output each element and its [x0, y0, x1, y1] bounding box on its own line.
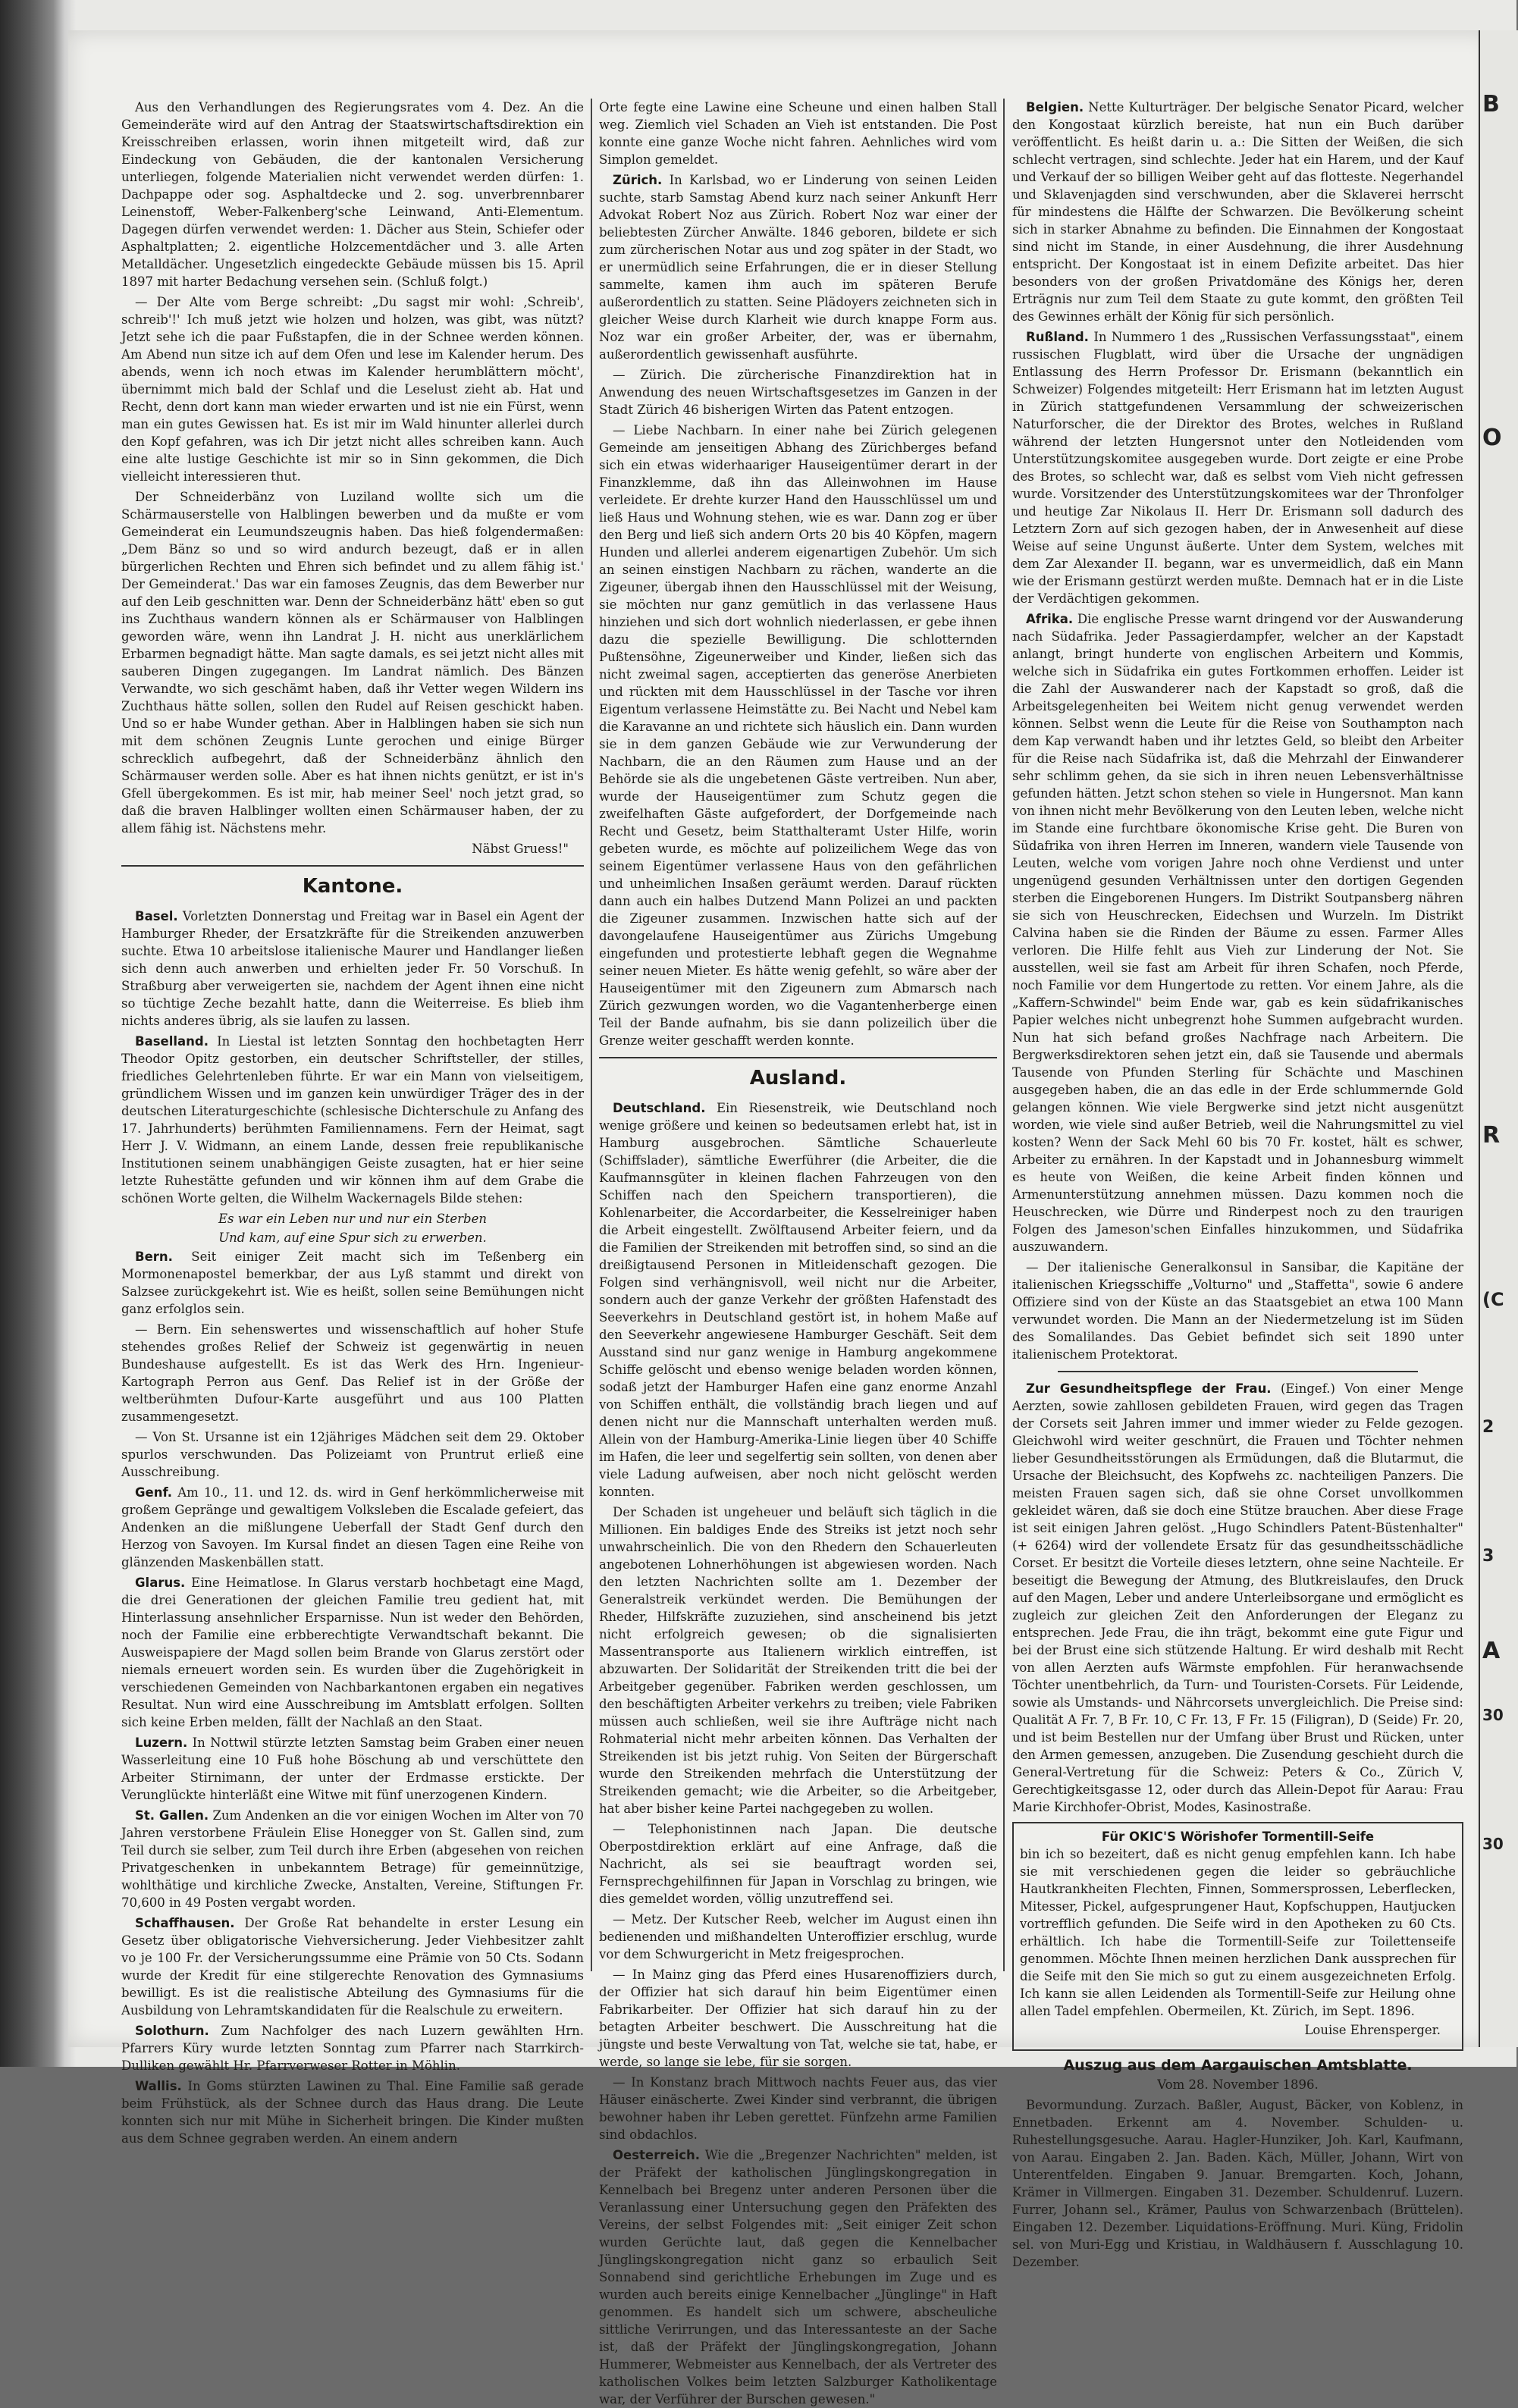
article-glarus: [121, 1574, 584, 1731]
adjacent-page-fragment: (C: [1482, 1289, 1504, 1310]
adjacent-page-fragment: O: [1482, 425, 1502, 451]
article-metz: — Metz. Der Kutscher Reeb, welcher im August einen ihn bedienenden und mißhandelten Unteroffizier erschlug, wurde vor dem Schwurgericht in Metz freigesprochen.: [599, 1912, 997, 1961]
adjacent-page-strip: [1479, 30, 1518, 2047]
dateline: Baselland.: [135, 1034, 209, 1049]
dateline: Belgien.: [1026, 100, 1084, 114]
article-zuerich-noz: [599, 171, 997, 363]
article-text: Zum Andenken an die vor einigen Wochen im Alter von 70 Jahren verstorbene Fräulein Elise Honegger von St. Gallen sind, zum Teil durch sie selber, zum Teil durch ihre Erben (abgesehen von reichen Privatgeschenken in unbekanntem Betrage) für gemeinnützige, wohlthätige und kirchliche Zwecke, Anstalten, Vereine, Stiftungen Fr. 70,600 in 49 Posten vergabt worden.: [121, 1808, 584, 1910]
adjacent-page-fragment: A: [1482, 1638, 1501, 1664]
article-text: Zum Nachfolger des nach Luzern gewählten Hrn. Pfarrers Küry wurde letzten Sonntag zum Pfarrer nach Starrkirch-Dulliken gewählt Hr. Pfarrverweser Rotter in Möhlin.: [121, 2024, 584, 2073]
article-text: Seit einiger Zeit macht sich im Teßenberg ein Mormonenapostel bemerkbar, der aus Lyß stammt und direkt von Salzsee zurückgekehrt ist. Wie es heißt, sollen seine Bemühungen nicht ganz erfolglos sein.: [121, 1249, 584, 1316]
article-zuerich-finanz: — Zürich. Die zürcherische Finanzdirektion hat in Anwendung des neuen Wirtschaftsgesetzes im Ganzen in der Stadt Zürich 46 bisherigen Wirten das Patent entzogen.: [599, 368, 997, 417]
adjacent-page-fragment: 3: [1482, 1547, 1494, 1566]
article-deutschland: [599, 1099, 997, 1500]
article-text: Am 10., 11. und 12. ds. wird in Genf herkömmlicherweise mit großem Gepränge und gewaltigem Volksleben die Escalade gefeiert, das Andenken an die mißlungene Ueberfall der Stadt Genf durch den Herzog von Savoyen. Im Kursal findet an diesen Tagen eine Reihe von glänzenden Maskenbällen statt.: [121, 1485, 584, 1569]
dateline: Bern.: [135, 1249, 173, 1264]
advert-signature: Louise Ehrensperger.: [1304, 2023, 1441, 2037]
article-italien-sansibar: — Der italienische Generalkonsul in Sansibar, die Kapitäne der italienischen Kriegsschiffe „Volturno" und „Staffetta", sowie 6 andere Offiziere sind von der Küste an das Staatsgebiet an etwa 100 Mann verwundet worden. Die Mann an der Niedermetzelung ist im Süden des Somalilandes. Das Gebiet befindet sich seit 1890 unter italienischem Protektorat.: [1012, 1260, 1463, 1362]
article-wallis: [121, 2077, 584, 2147]
article-text: Nette Kulturträger. Der belgische Senator Picard, welcher den Kongostaat kürzlich bereiste, hat nun ein Buch darüber veröffentlicht. Es heißt darin u. a.: Die Sitten der Weißen, die sich schlecht vertragen, sind schlechte. Jeder hat ein Harem, und der Kauf und Verkauf der so billigen Weiber geht auf das flotteste. Negerhandel und Sklavenjagden sind verschwunden, aber die Sklaverei herrscht für mindestens die Hälfte der Schwarzen. Die Bevölkerung scheint sich in starker Abnahme zu befinden. Die Einnahmen der Kongostaat sind nicht im Stande, in einer Ausdehnung, die ihrer Ausdehnung entspricht. Der Kongostaat ist in einem Defizite arbeitet. Das hier besonders von der großen Privatdomäne des Königs her, deren Erträgnis nur zum Teil dem Staate zu gute kommt, den größten Teil des Gewinnes erhält der König für sich persönlich.: [1012, 100, 1463, 324]
dateline: Afrika.: [1026, 612, 1074, 626]
adjacent-page-fragment: B: [1482, 91, 1500, 118]
article-regierungsrat: Aus den Verhandlungen des Regierungsrates vom 4. Dez. An die Gemeinderäte wird auf den Antrag der Staatswirtschaftsdirektion ein Kreisschreiben erlassen, worin ihnen mitgeteilt wird, daß zur Eindeckung von Gebäuden, die der kantonalen Versicherung unterliegen, folgende Materialien nicht verwendet werden dürfen: 1. Dachpappe oder sog. Asphaltdecke und 2. sog. unverbrennbarer Leinenstoff, Weber-Falkenberg'sche Leinwand, Anti-Elementum. Dagegen dürfen verwendet werden: 1. Dächer aus Stein, Schiefer oder Asphaltplatten; 2. eigentliche Holzcementdächer und 3. alle Arten Metalldächer. Ungesetzlich eingedeckte Gebäude müssen bis 15. April 1897 mit harter Bedachung versehen sein. (Schluß folgt.): [121, 100, 584, 289]
article-text: In Goms stürzten Lawinen zu Thal. Eine Familie saß gerade beim Frühstück, als der Schnee durch das Haus drang. Die Leute konnten sich nur mit Mühe in Sicherheit bringen. Die Kinder mußten aus dem Schnee gegraben werden. An einem andern: [121, 2079, 584, 2146]
article-afrika: [1012, 610, 1463, 1256]
article-basel: [121, 908, 584, 1030]
adjacent-page-fragment: 30: [1482, 1835, 1504, 1853]
article-text: In Nottwil stürzte letzten Samstag beim Graben einer neuen Wasserleitung eine 10 Fuß hohe Böschung ab und verschüttete den Arbeiter Stirnimann, der unter der Erdmasse erstickte. Der Verunglückte hinterläßt eine Witwe mit fünf unerzogenen Kindern.: [121, 1735, 585, 1802]
article-st-ursanne: — Von St. Ursanne ist ein 12jähriges Mädchen seit dem 29. Oktober spurlos verschwunden. Das Polizeiamt von Pruntrut erließ eine Ausschreibung.: [121, 1430, 584, 1479]
adjacent-page-fragment: 30: [1482, 1706, 1504, 1724]
advert-title: Für OKIC'S Wörishofer Tormentill-Seife: [1101, 1830, 1375, 1844]
column-rule: [591, 99, 592, 1971]
article-text: Die englische Presse warnt dringend vor der Auswanderung nach Südafrika. Jeder Passagierdampfer, welcher an der Kapstadt anlangt, bringt hunderte von englischen Arbeitern und Kommis, welche sich in Südafrika ein gutes Fortkommen erhoffen. Leider ist die Zahl der Auswanderer nach der Kapstadt so groß, daß die Arbeitsgelegenheiten bei Weitem nicht genug verwendet werden können. Selbst wenn die Leute für die Reise von Southampton nach dem Kap verwandt haben und ihr letztes Geld, so bleibt den Arbeiter für die Reise nach Südafrika ist, daß die Mehrzahl der Einwanderer sehr schlimm gehen, da sie sich in ihren neuen Lebensverhältnisse gefunden hätten. Jetzt schon stehen so viele in Hungersnot. Man kann von ihnen nicht mehr Bevölkerung von den Leuten leben, welche nicht im Stande eine furchtbare ökonomische Krise geht. Die Buren von Südafrika von ihren Herren im Inneren, wandern viele Tausende von Leuten, welche vom vorigen Jahre noch ohne Verdienst und unter ungenügend gesunden Verhältnissen unter den dortigen Gegenden sterben die Eingeborenen Hungers. Im Distrikt Soutpansberg nähren sie sich von Heuschrecken, Eidechsen und Wurzeln. Im Distrikt Calvina haben sie die Rinden der Bäume zu essen. Farmer Alles verloren. Die Hilfe fehlt aus Vieh zur Linderung der Not. Sie ausstellen, weil sie fast am Arbeit für ihren Schafen, noch Pferde, noch Familie vor dem Hungertode zu retten. Vor einem Jahre, als die „Kaffern-Schwindel" beim Ende war, gab es kein südafrikanisches Papier welches nicht unbegrenzt hohe Summen aufgebracht wurden. Nun hat sich befand großes Nachfrage nach Arbeitern. Die Bergwerksdirektoren sehen jetzt ein, daß sie Tausende und abermals Tausende von Pfunden Sterling für Schächte und Maschinen ausgegeben haben, die an das edle in der Erde schlummernde Gold gelangen können. Wie viele Bergwerke sind jetzt nicht ausgenützt worden, wie viele sind außer Betrieb, weil die Nahrungsmittel zu viel kosten? Wenn der Sack Mehl 60 bis 70 Fr. kostet, hält es schwer, Arbeiter zu ernähren. In der Kapstadt und in Johannesburg wimmelt es heute von Weißen, die keine Arbeit finden können und Armenunterstützung annehmen müssen. Dazu kommen noch die Heuschrecken, wie Dürre und Rinderpest noch zu den traurigen Folgen des Jameson'schen Einfalles hinzukommen, und Südafrika auszuwandern.: [1012, 612, 1463, 1254]
advert-heading: Zur Gesundheitspflege der Frau.: [1026, 1381, 1272, 1396]
dateline: Zürich.: [613, 173, 663, 187]
article-bern-relief: — Bern. Ein sehenswertes und wissenschaftlich auf hoher Stufe stehendes großes Relief der Schweiz ist gegenwärtig in neuen Bundeshause aufgestellt. Es ist das Werk des Hrn. Ingenieur-Kartograph Perron aus Genf. Das Relief ist in der Größe der weltberühmten Dufour-Karte ausgeführt und aus 100 Platten zusammengesetzt.: [121, 1322, 584, 1424]
adjacent-page-fragment: R: [1482, 1122, 1501, 1149]
advert-text: bin ich so bezeitert, daß es nicht genug empfehlen kann. Ich habe sie mit verschiedenen gegen die leider so gebräuchliche Hautkrankheiten Flechten, Finnen, Sommersprossen, Leberflecken, Mitesser, Pickel, aufgesprungener Haut, Kopfschuppen, Hautjucken vortrefflich gefunden. Die Seife wird in den Apotheken zu 60 Cts. erhältlich. Ich habe die Tormentill-Seife zur Toilettenseife genommen. Möchte Ihnen meinen herzlichen Dank aussprechen für die Seife mit den Sie mich so gut zu einem ausgezeichneten Erfolg. Ich kann sie allen Leidenden als Tormentill-Seife zur Heilung ohne allen Tadel empfehlen. Obermeilen, Kt. Zürich, im Sept. 1896.: [1020, 1847, 1456, 2018]
article-text: In Nummero 1 des „Russischen Verfassungsstaat", einem russischen Flugblatt, wird über die Ursache der ungnädigen Entlassung des Herrn Professor Dr. Erismann (bekanntlich ein Schweizer) Folgendes mitgeteilt: Herr Erismann hat im letzten August in Zürich stattgefundenen Versammlung der schweizerischen Naturforscher, die der Direktor des Brotes, welches in Rußland während der letzten Hungersnot unter den Notleidenden vom Unterstützungskomitee ausgegeben wurde. Dort zeigte er eine Probe des Brotes, so schlecht war, daß es selbst vom Vieh nicht gefressen wurde. Vorsitzender des Unterstützungskomitees war der Thronfolger und heutige Zar Nikolaus II. Herr Dr. Erismann soll dadurch des Letztern Zorn auf sich gezogen haben, der in Anwesenheit auf diese Weise auf seine Ungunst äußerte. Unter dem System, welches mit dem Zar Alexander II. begann, war es unvermeidlich, daß ein Mann wie der Erismann gestürzt werden mußte. Demnach hat er in die Liste der Verdächtigen gekommen.: [1012, 330, 1463, 606]
verse-line: Es war ein Leben nur und nur ein Sterben: [218, 1212, 487, 1226]
dateline: Glarus.: [135, 1576, 186, 1590]
verse-line: Und kam, auf eine Spur sich zu erwerben.: [218, 1231, 487, 1245]
letter-signature: Näbst Gruess!": [472, 842, 569, 856]
dateline: Basel.: [135, 909, 178, 923]
dateline: Oesterreich.: [613, 2148, 701, 2162]
article-oesterreich: [599, 2146, 997, 2408]
article-text: In Liestal ist letzten Sonntag den hochbetagten Herr Theodor Opitz gestorben, ein deutscher Schriftsteller, der stilles, friedliches Gelehrtenleben führte. Er war ein Mann von vielseitigem, gründlichem Wissen und im ganzen kein unwürdiger Träger des in der deutschen Literaturgeschichte (schlesische Dichterschule zu Anfang des 17. Jahrhunderts) berühmten Familiennamens. Fern der Heimat, sagt Herr J. V. Widmann, an einem Lande, dessen freie republikanische Institutionen seinem unabhängigen Geiste zusagten, hat er hier seine letzte Ruhestätte gefunden und wir können ihm auf dem Grabe die schönen Worte gelten, die Wilhelm Wackernagels Bilde stehen:: [121, 1034, 585, 1206]
article-konstanz: — In Konstanz brach Mittwoch nachts Feuer aus, das vier Häuser einäscherte. Zwei Kinder sind verbrannt, die übrigen bewohner haben ihr Leben gerettet. Fünfzehn arme Familien sind obdachlos.: [599, 2075, 997, 2142]
dateline: Rußland.: [1026, 330, 1089, 344]
column-rule: [1003, 99, 1005, 1971]
article-schaffhausen: [121, 1914, 584, 2019]
dateline: Genf.: [135, 1485, 173, 1500]
article-schneiderbaenz: Der Schneiderbänz von Luziland wollte sich um die Schärmauserstelle von Halblingen bewerben und da mußte er vom Gemeinderat ein Leumundszeugnis haben. Das hieß folgendermaßen: „Dem Bänz so und so wird andurch bezeugt, daß er in allen bürgerlichen Rechten und Ehren sich befindet und zu allem fähig ist.' Der Gemeinderat.' Das war ein famoses Zeugnis, das dem Bewerber nur auf den Leib geschnitten war. Denn der Schneiderbänz hätt' eben so gut ins Zuchthaus wandern können als er Schärmauser von Halblingen geworden wäre, wenn ihn Landrat J. H. nicht aus unerklärlichem Erbarmen begnadigt hätte. Man sagte damals, es sei jetzt nicht alles mit sauberen Dingen zugegangen. Im Landrat nämlich. Des Bänzen Verwandte, wo sich geschämt haben, daß ihr Vetter wegen Wildern ins Zuchthaus hätte sollen, sollen den Rudel auf Reisen geschickt haben. Und so er habe Wunder gethan. Aber in Halblingen haben sie sich nun mit dem schönen Zeugnis Lunte gerochen und einige Bürger schrecklich aufbegehrt, daß der Schneiderbänz ähnlich den Schärmauser werden solle. Aber es hat ihnen nichts genützt, er ist in's Gfell übergekommen. Es ist mir, hab meiner Seel' noch jetzt grad, so daß die braven Halblinger wollten einen Schärmauser haben, der zu allem fähig ist. Nächstens mehr.: [121, 490, 584, 836]
advert-tormentill-seife: [1012, 1822, 1463, 2051]
article-belgien: [1012, 99, 1463, 325]
article-deutschland-schaden: Der Schaden ist ungeheuer und beläuft sich täglich in die Millionen. Ein baldiges Ende des Streiks ist jetzt noch sehr unwahrscheinlich. Die von den Rhedern den Schauerleuten angebotenen Lohnerhöhungen ist abgewiesen worden. Nach den letzten Nachrichten sollte am 1. Dezember der Generalstreik verkündet werden. Die Bemühungen der Rheder, Hilfskräfte zuzuziehen, sind anscheinend bis jetzt nicht erfolgreich gewesen; ob die signalisierten Massentransporte aus Italienern wirklich eintreffen, ist abzuwarten. Der Solidarität der Streikenden tritt die bei der Arbeitgeber gegenüber. Fabriken werden geschlossen, um den beschäftigten Arbeiter verkehrs zu treiben; viele Fabriken müssen auch schließen, weil sie ihre Aufträge nicht nach Rohmaterial nicht mehr arbeiten können. Das Verhalten der Streikenden ist bis jetzt ruhig. Von Seiten der Bürgerschaft wurde den Streikenden mehrfach die Unterstützung der Streikenden gemacht; wie die Arbeiter, so die Arbeitgeber, hat aber bisher keine Partei nachgegeben zu wollen.: [599, 1505, 997, 1816]
column-1: [121, 99, 585, 2146]
article-text: Vorletzten Donnerstag und Freitag war in Basel ein Agent der Hamburger Rheder, der Ersatzkräfte für die Streikenden anzuwerben suchte. Etwa 10 arbeitslose italienische Maurer und Handlanger ließen sich denn auch anwerben und erhielten jeder Fr. 50 Vorschuß. In Straßburg aber verweigerten sie, nachdem der Agent ihnen eine nicht so tüchtige Zeche bezahlt hatte, dann die Weiterreise. Es blieb ihm nichts anderes übrig, als sie laufen zu lassen.: [121, 909, 584, 1028]
dateline: Luzern.: [135, 1735, 188, 1750]
dateline: Schaffhausen.: [135, 1916, 235, 1930]
amtsblatt-text: Bevormundung. Zurzach. Baßler, August, Bäcker, von Koblenz, in Ennetbaden. Erkennt am 4. November. Schulden- u. Ruhestellungsgesuche. Aarau. Hagler-Hunziker, Joh. Karl, Kaufmann, von Aarau. Eingaben 2. Jan. Baden. Käch, Müller, Johann, Wirt von Unterentfelden. Eingaben 9. Januar. Bremgarten. Koch, Johann, Krämer in Villmergen. Eingaben 31. Dezember. Schuldenruf. Luzern. Furrer, Johann sel., Krämer, Paulus von Schwarzenbach (Brüttelen). Eingaben 12. Dezember. Liquidations-Eröffnung. Muri. Küng, Fridolin sel. von Muri-Egg und Kristiau, in Waldhäusern f. Ausschlagung 10. Dezember.: [1012, 2098, 1463, 2269]
article-gesundheitspflege: [1012, 1380, 1463, 1816]
article-text: Wie die „Bregenzer Nachrichten" melden, ist der Präfekt der katholischen Jünglingskongregation in Kennelbach bei Bregenz unter anderen Personen über die Veranlassung einer Untersuchung gegen den Präfekten des Vereins, der selbst Folgendes mit: „Seit einiger Zeit schon wurden Gerüchte laut, daß gegen die Kennelbacher Jünglingskongregation nicht ganz so erbaulich Seit Sonnabend sind gerichtliche Erhebungen im Zuge und es wurden auch bereits einige Kennelbacher „Jünglinge" in Haft genommen. Es handelt sich um schwere, abscheuliche sittliche Verirrungen, und das Interessanteste an der Sache ist, daß der Präfekt der Jünglingskongregation, Johann Hummerer, Webmeister aus Kennelbach, der als Vertreter des katholischen Volkes beim letzten Salzburger Katholikentage war, der Verführer der Burschen gewesen.": [599, 2148, 997, 2406]
amtsblatt-title: Auszug aus dem Aargauischen Amtsblatte.: [1063, 2057, 1413, 2074]
dateline: Solothurn.: [135, 2024, 209, 2038]
article-baselland: [121, 1033, 584, 1207]
article-solothurn: [121, 2022, 584, 2074]
article-bern: [121, 1248, 584, 1318]
section-ausland: Ausland.: [599, 1057, 997, 1093]
section-kantone: Kantone.: [121, 865, 584, 901]
dateline: Deutschland.: [613, 1101, 706, 1115]
column-3: [1012, 99, 1463, 2269]
article-russland: [1012, 328, 1463, 607]
article-liebe-nachbarn: — Liebe Nachbarn. In einer nahe bei Zürich gelegenen Gemeinde am jenseitigen Abhang des Zürichberges befand sich ein etwas widerhaariger Hauseigentümer derart in der Finanzklemme, daß ihn das Alleinwohnen im Hause verleidete. Er drehte kurzer Hand den Hausschlüssel um und ließ Haus und Wohnung stehen, wie es war. Dann zog er über den Berg und ließ sich andern Orts 20 bis 40 Köpfen, magern Hunden und allerlei anderem eigenartigen Zubehör. Um sich an seinen einstigen Nachbarn zu rächen, wanderte an die Zigeuner, übergab ihnen den Hausschlüssel mit der Weisung, sie möchten nur ganz gemütlich in das verlassene Haus hinziehen und sich dort wohnlich niederlassen, er gebe ihnen dazu die spezielle Bewilligung. Die schlotternden Pußtensöhne, Zigeunerweiber und Kinder, ließen sich das nicht zweimal sagen, acceptierten das generöse Anerbieten und rückten mit dem Hausschlüssel in der Tasche vor ihren Eigentum verlassene Heimstätte zu. Bei Nacht und Nebel kam die Karavanne an und richtete sich häuslich ein. Dann wurden sie in dem ganzen Gebäude wie zur Verwunderung der Nachbarn, die an den Räumen zum Hause und an der Behörde sie als die ungebetenen Gäste vertreiben. Nun aber, wurde der Hauseigentümer zum Schutz gegen die zweifelhaften Gäste aufgefordert, der Dorfgemeinde nach Recht und Gesetz, beim Statthalteramt Uster Hilfe, worin gebeten wurde, es möchte auf polizeilichem Wege das von seinem Eigentümer verlassene Haus von den gefährlichen und unheimlichen Insaßen geräumt werden. Darauf rückten dann auch ein halbes Dutzend Mann Polizei an und packten die Zigeuner zusammen. Inzwischen hatte sich auf der davongelaufene Hauseigentümer aus Zürichs Umgebung eingefunden und protestierte lebhaft gegen die Wegnahme seiner neuen Mieter. Es hätte wenig gefehlt, so wäre aber der Hauseigentümer mit den Zigeunern zum Abmarsch nach Zürich gezwungen worden, wo die Vagantenherberge einen Teil der Bande aufnahm, bis sie dann polizeilich über die Grenze weiter geschafft werden konnte.: [599, 423, 997, 1048]
article-mainz: — In Mainz ging das Pferd eines Husarenoffiziers durch, der Offizier hat sich darauf hin beim Eigentümer einen Fabrikarbeiter. Der Offizier hat sich darauf hin zu der betagten Arbeiter beschwert. Die Ausschreitung hat die jüngste und beste Verwaltung von Tat, welche sie tat, habe, er werde, so lange sie lebe, für sie sorgen.: [599, 1967, 997, 2069]
article-text: Eine Heimatlose. In Glarus verstarb hochbetagt eine Magd, die drei Generationen der gleichen Familie treu gedient hat, mit Hinterlassung ansehnlicher Ersparnisse. Nun ist weder den Behörden, noch der Familie eine erbberechtigte Verwandtschaft bekannt. Die Ausweispapiere der Magd sollen beim Brande von Glarus zerstört oder niemals erneuert worden sein. Es wurden über die Zugehörigkeit in verschiedenen Gemeinden von Nachbarkantonen ergaben ein negatives Resultat. Nun wird eine Ausschreibung im Amtsblatt erfolgen. Sollten sich keine Erben melden, fällt der Nachlaß an den Staat.: [121, 1576, 585, 1729]
article-lawine-continued: Orte fegte eine Lawine eine Scheune und einen halben Stall weg. Ziemlich viel Schaden an Vieh ist entstanden. Die Post konnte eine ganze Woche nicht fahren. Aehnliches wird vom Simplon gemeldet.: [599, 100, 997, 167]
dateline: St. Gallen.: [135, 1808, 209, 1823]
article-genf: [121, 1484, 584, 1571]
article-alte-vom-berge: — Der Alte vom Berge schreibt: „Du sagst mir wohl: ‚Schreib', schreib'!' Ich muß jetzt wie holzen und holzen, was gibt, was nützt? Jetzt sehe ich die paar Fußstapfen, die in der Schnee werden können. Am Abend nun sitze ich auf dem Ofen und lese im Kalender herum. Des abends, wenn ich noch etwas im Kalender herumblättern möcht', übernimmt mich bald der Schlaf und die Leselust zieht ab. Hat und Recht, denn dort kann man wieder erwarten und ist nie ein Fürst, wenn man ein gutes Gewissen hat. Es ist mir im Wald hinunter allerlei durch den Kopf gefahren, was ich Dir jetzt nicht alles schreiben kann. Auch eine alte lustige Geschichte ist mir so in Sinn gekommen, die Dich vielleicht interessieren thut.: [121, 295, 584, 484]
dateline: Wallis.: [135, 2079, 182, 2093]
article-text: Ein Riesenstreik, wie Deutschland noch wenige größere und keinen so bedeutsamen erlebt hat, ist in Hamburg ausgebrochen. Sämtliche Schauerleute (Schiffslader), sämtliche Ewerführer (die Arbeiter, die die Kaufmannsgüter in kleinen flachen Fahrzeugen von den Schiffen nach den Speichern transportieren), die Kohlenarbeiter, die Accordarbeiter, die Kesselreiniger haben die Arbeit eingestellt. Zwölftausend Arbeiter feiern, und da die Familien der Streikenden mit betroffen sind, so sind an die dreißigtausend Personen in Mitleidenschaft gezogen. Die Folgen sind verhängnisvoll, weil nicht nur die Arbeiter, sondern auch der ganze Verkehr der größten Hafenstadt des Seeverkehrs in Deutschland gestört ist, in hohem Maße auf den Seeverkehr angewiesene Hamburger Geschäft. Seit dem Ausstand sind nur ganz wenige in Hamburg angekommene Schiffe gelöscht und ebenso wenige beladen worden können, sodaß jetzt der Hamburger Hafen eine ganz enorme Anzahl von Schiffen enthält, die vollständig brach liegen und auf denen nicht nur die Mannschaft unterhalten werden muß. Allein von der Hamburg-Amerika-Linie liegen über 40 Schiffe im Hafen, die leer und segelfertig sein sollten, von denen aber viele Ladung aufweisen, aber noch nicht gelöscht werden konnten.: [599, 1101, 997, 1499]
article-text: In Karlsbad, wo er Linderung von seinen Leiden suchte, starb Samstag Abend kurz nach seiner Ankunft Herr Advokat Robert Noz aus Zürich. Robert Noz war einer der beliebtesten Zürcher Anwälte. 1846 geboren, bildete er sich zum zürcherischen Notar aus und zog später in der Stadt, wo er unermüdlich seine Erfahrungen, die er in dieser Stellung sammelte, kamen ihm auch im späteren Berufe außerordentlich zu statten. Seine Plädoyers zeichneten sich in gleicher Weise durch Klarheit wie durch knappe Form aus. Noz war ein großer Arbeiter, der, was er übernahm, außerordentlich gewissenhaft ausführte.: [599, 173, 997, 362]
article-luzern: [121, 1734, 584, 1804]
adjacent-page-fragment: 2: [1482, 1418, 1494, 1437]
column-2: [599, 99, 997, 2406]
article-telephonistinnen: — Telephonistinnen nach Japan. Die deutsche Oberpostdirektion erklärt auf eine Anfrage, daß die Nachricht, als sei sie beauftragt worden sei, Fernsprechgehilfinnen für Japan in Vorschlag zu bringen, wie dies gemeldet worden, völlig unzutreffend sei.: [599, 1822, 997, 1906]
divider: [1058, 1371, 1418, 1372]
amtsblatt-date: Vom 28. November 1896.: [1157, 2077, 1319, 2092]
article-st-gallen: [121, 1807, 584, 1911]
article-text: Der Große Rat behandelte in erster Lesung ein Gesetz über obligatorische Viehversicherung. Jeder Viehbesitzer zahlt vo je 100 Fr. der Versicherungssumme eine Prämie von 50 Cts. Sodann wurde der Kredit für eine stilgerechte Renovation des Gymnasiums bewilligt. Es ist die realistische Abteilung des Gymnasiums für die Ausbildung von Lehramtskandidaten für die Realschule zu erweitern.: [121, 1916, 584, 2018]
article-text: (Eingef.) Von einer Menge Aerzten, sowie zahllosen gebildeten Frauen, wird gegen das Tragen der Corsets seit Jahren immer und immer wieder zu Felde gezogen. Gleichwohl wird weiter geschnürt, die Frauen und Töchter nehmen lieber Gesundheitsstörungen als Ermüdungen, daß die Blutarmut, die Ursache der Bleichsucht, des Kopfwehs zc. nachteiligen Panzers. Die meisten Frauen sagen sich, daß sie ohne Corset unvollkommen gekleidet wären, daß sie doch eine Stütze brauchen. Aber diese Frage ist seit einigen Jahren gelöst. „Hugo Schindlers Patent-Büstenhalter" (+ 6264) wird der vollendete Ersatz für das gesundheitsschädliche Corset. Er besitzt die Vorteile dieses letztern, ohne seine Nachteile. Er beseitigt die Bewegung der Atmung, des Blutkreislaufes, den Druck auf den Magen, Leber und andere Unterleibsorgane und ermöglicht es zugleich zur gleichen Zeit den Anforderungen der Eleganz zu entsprechen. Jede Frau, die ihn trägt, bekommt eine gute Figur und bei der Brust eine sich stützende Haltung. Er wird deshalb mit Recht von allen Aerzten aufs Wärmste empfohlen. Für heranwachsende Töchter unentbehrlich, da Turn- und Touristen-Corsets. Für Leidende, sowie als Umstands- und Nährcorsets unvergleichlich. Die Preise sind: Qualität A Fr. 7, B Fr. 10, C Fr. 13, F Fr. 15 (Filigran), D (Seide) Fr. 20, und ist beim Bestellen nur der Umfang über Brust und Rücken, unter den Armen gemessen, anzugeben. Die Zusendung geschieht durch die General-Vertretung für die Schweiz: Peters & Co., Zürich V, Gerechtigkeitsgasse 12, oder durch das Allein-Depot für Aarau: Frau Marie Kirchhofer-Obrist, Modes, Kasinostraße.: [1012, 1381, 1463, 1814]
